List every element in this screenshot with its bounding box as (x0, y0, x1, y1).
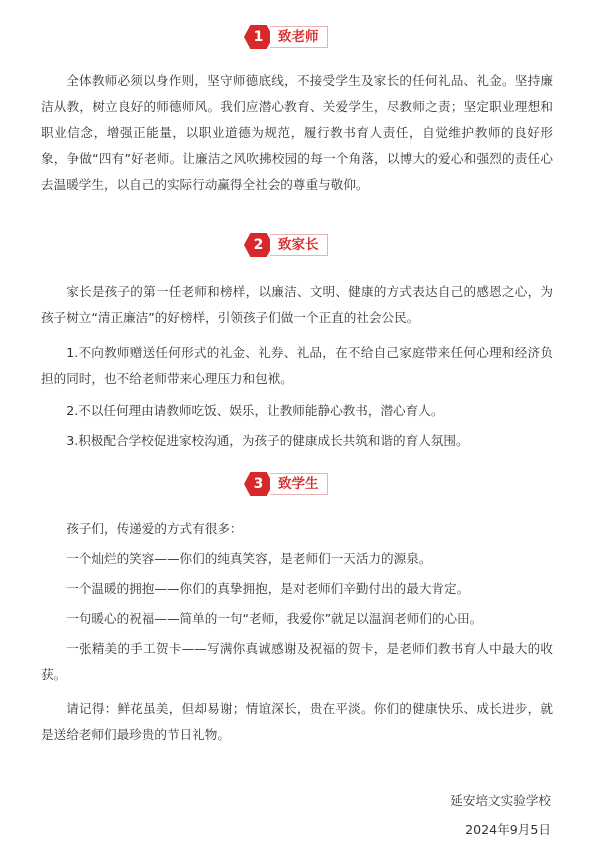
paragraph: 一个温暖的拥抱——你们的真挚拥抱，是对老师们辛勤付出的最大肯定。 (66, 581, 470, 596)
paragraph: 3.积极配合学校促进家校沟通，为孩子的健康成长共筑和谐的育人氛围。 (66, 433, 469, 448)
section-header-3-inner (244, 472, 354, 496)
paragraph: 家长是孩子的第一任老师和榜样，以廉洁、文明、健康的方式表达自己的感恩之心，为孩子树立“清正廉洁”的好榜样，引领孩子们做一个正直的社会公民。 (41, 284, 553, 325)
section-title-box (270, 26, 328, 48)
paragraph: 请记得：鲜花虽美，但却易谢；情谊深长，贵在平淡。你们的健康快乐、成长进步，就是送给老师们最珍贵的节日礼物。 (41, 701, 553, 742)
section-title: 致学生 (278, 476, 319, 492)
paragraph: 1.不向教师赠送任何形式的礼金、礼券、礼品，在不给自己家庭带来任何心理和经济负担的同时，也不给老师带来心理压力和包袱。 (41, 345, 553, 386)
section-number: 2 (253, 237, 264, 253)
paragraph: 孩子们，传递爱的方式有很多： (66, 521, 243, 536)
section-header-3 (0, 472, 593, 496)
paragraph: 一个灿烂的笑容——你们的纯真笑容，是老师们一天活力的源泉。 (66, 551, 432, 566)
section-title-box (270, 234, 328, 256)
section-header-1-inner (244, 25, 354, 49)
section-header-2-inner (244, 233, 354, 257)
signature-school: 延安培文实验学校 (450, 793, 551, 808)
section-title: 致家长 (278, 237, 319, 253)
section-number: 3 (253, 476, 264, 492)
section-title-box (270, 473, 328, 495)
section-header-2 (0, 233, 593, 257)
paragraph: 一句暖心的祝福——简单的一句“老师，我爱你”就足以温润老师们的心田。 (66, 611, 483, 626)
section-number: 1 (253, 29, 264, 45)
paragraph: 2.不以任何理由请教师吃饭、娱乐，让教师能静心教书，潜心育人。 (66, 403, 444, 418)
signature-date: 2024年9月5日 (465, 822, 551, 837)
section-header-1 (0, 25, 593, 49)
paragraph: 全体教师必须以身作则，坚守师德底线，不接受学生及家长的任何礼品、礼金。坚持廉洁从教，树立良好的师德师风。我们应潜心教育、关爱学生，尽教师之责；坚定职业理想和职业信念，增强正能量，以职业道德为规范，履行教书育人责任，自觉维护教师的良好形象，争做“四有”好老师。让廉洁之风吹拂校园的每一个角落，以博大的爱心和强烈的责任心去温暖学生，以自己的实际行动赢得全社会的尊重与敬仰。 (41, 73, 553, 192)
section-title: 致老师 (278, 29, 319, 45)
paragraph: 一张精美的手工贺卡——写满你真诚感谢及祝福的贺卡，是老师们教书育人中最大的收获。 (41, 641, 553, 682)
